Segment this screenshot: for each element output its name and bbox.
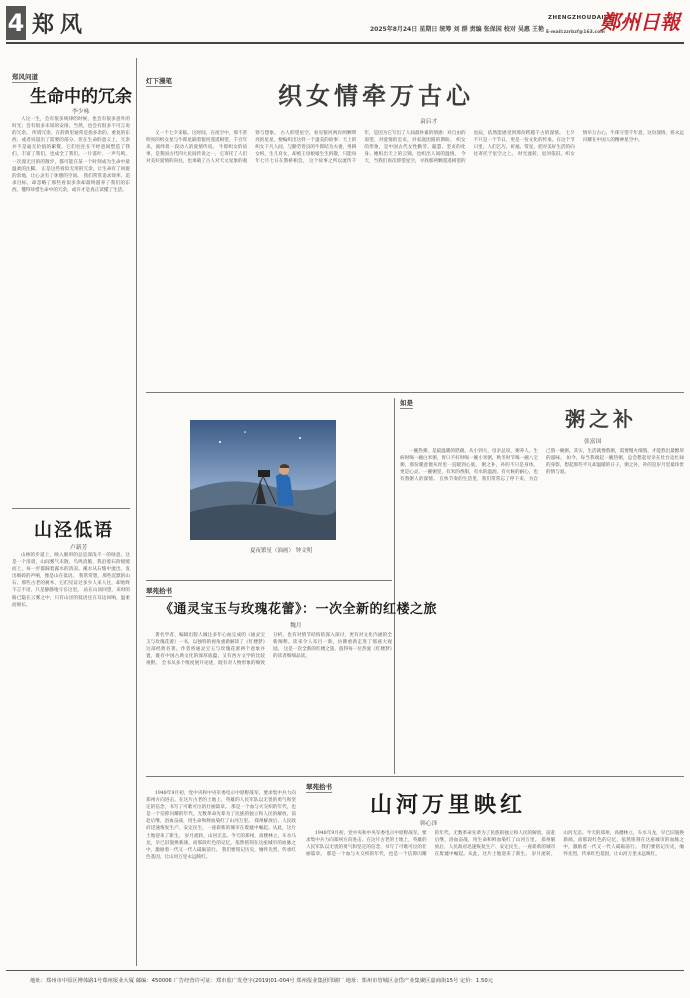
article3-author: 袁启才 [420, 119, 438, 125]
column-label-books: 翠苑拾书 [146, 587, 172, 595]
article4-title: 《通灵宝玉与玫瑰花蕾》：一次全新的红楼之旅 [160, 602, 438, 617]
date-line: 2025年8月24日 星期日 统筹 刘 群 责编 张保国 校对 吴惠 王艳 [370, 26, 545, 33]
photo-bottom-rule [146, 580, 392, 581]
page-number: 4 [6, 6, 26, 40]
article2-author: 卢新芳 [70, 545, 88, 551]
article4-author: 魏月 [290, 623, 302, 629]
paper-name-en: ZHENGZHOUDAILY [548, 15, 612, 21]
column-label-mid: 翠苑拾书 [306, 783, 332, 791]
column-label-right: 如是 [400, 399, 413, 407]
email: E-mail:zzrbzf@163.com [546, 30, 605, 35]
article4-body: 著名学者、编辑出版人倾注多年心血完成的《通灵宝玉与玫瑰花蕾》一书，以独特的视角重新解读了《红楼梦》这部经典名著。作者将通灵宝玉与玫瑰花蕾两个意象并置，既有中国古典文化的深厚底蕴，又有西方文学的比较视野。 全书从多个维度展开论述，既有对人物形象的细致分析，也有对情节结构的深入探讨，更有对文化内涵的全新阐释。读来令人耳目一新，仿佛重新走进了那座大观园。 这是一次全新的红楼之旅，值得每一位热爱《红楼梦》的读者细细品读。 [146, 633, 392, 667]
paper-logo: 鄭州日報 [600, 10, 680, 34]
section-title: 郑风 [32, 13, 89, 38]
article3-title: 织女情牵万古心 [278, 82, 474, 110]
column-label-left: 郑风问道 [12, 73, 38, 81]
article5-title: 山河万里映红 [370, 793, 527, 818]
article5-body-cont: 1948年9月初，党中央和中央军委电示中原野战军，要求集中兵力向郑州方向进击。在这片古老的土地上，英雄的人民军队以无畏的勇气和坚定的信念，书写了可歌可泣的壮丽篇章。 那是一个血与火交织的年代，也是一个信仰闪耀的年代。无数革命先辈为了民族的独立和人民的解放，前赴后继，浴血奋战，用生命和鲜血染红了山河万里。 郑州解放后，人民政府迅速恢复生产、安定民生，一座崭新的城市在废墟中崛起。从此，这片土地迎来了新生。 岁月流转，山河无恙。今天的郑州，高楼林立，车水马龙，早已旧貌换新颜。而那段红色的记忆，依然铭刻在这座城市的血脉之中，激励着一代又一代人砥砺前行。 我们要铭记历史，缅怀先烈，传承红色基因，让山河万里永远映红。 [306, 831, 684, 858]
article2-title: 山泾低语 [34, 520, 114, 541]
article6-author: 张富国 [584, 439, 602, 445]
article1-title: 生命中的冗余 [30, 87, 132, 107]
footer [0, 970, 690, 998]
article1-bottom-rule [12, 508, 130, 509]
photo-caption: 夏夜繁星（油画） 钟文明 [250, 548, 313, 554]
article5-author: 韩心泽 [420, 821, 438, 827]
article3-bottom-rule [146, 392, 684, 393]
article6-title: 粥之补 [565, 407, 637, 431]
footer-text: 地址：郑州市中原区博体路1号郑州报业大厦 邮编：450006 广告经营许可证：郑市监广发登字(2019)01-004号 郑州报业集团印刷厂 地址：郑州市管城区金岱产业集聚区嘉商街15号 定价：1.50元 [30, 978, 494, 984]
article3-body: 又一个七夕来临。这时间，在夜空中，那不甚明亮的织女星与牛郎星隔着银河遥遥相望，千百年来，演绎着一段动人的爱情传说。 牛郎织女的故事，是我国古代四大民间传说之一，它寄托了人们对美好爱情的向往，也承载了古人对天文星象的观察与想象。 古人仰望星空，看见银河两岸两颗明亮的星星，便编织出这样一个凄美的故事：天上的织女下凡人间，与勤劳善良的牛郎结为夫妻，男耕女织，生儿育女，却被王母娘娘生生拆散，只能每年七月七日在鹊桥相会。 这个故事之所以流传千年，是因为它写出了人间最朴素的情感：对自由的渴望，对爱情的忠贞，对家庭团圆的期盼。 织女的形象，是中国古代女性勤劳、聪慧、坚贞的化身。她织出天上的云锦，也织出人间的温情。 今天，当我们再次仰望星空，寻找那两颗遥遥相望的星辰，依然能感受到那份跨越千古的深情。 七夕不只是一个节日，更是一份文化的传承。在这个节日里，人们乞巧、祈福、赏星，把对美好生活的向往寄托于星空之上。 时光流转，星河依旧。织女情牵万古心，牛郎守望千年意，这份深情，将永远闪耀在中国人的精神星空中。 [146, 131, 684, 165]
painting-image [190, 420, 336, 540]
footer-rule [6, 970, 684, 971]
article5-body: 1948年9月初，党中央和中央军委电示中原野战军，要求集中兵力向郑州方向进击。在这片古老的土地上，英雄的人民军队以无畏的勇气和坚定的信念，书写了可歌可泣的壮丽篇章。 那是一个血与火交织的年代，也是一个信仰闪耀的年代。无数革命先辈为了民族的独立和人民的解放，前赴后继，浴血奋战，用生命和鲜血染红了山河万里。 郑州解放后，人民政府迅速恢复生产、安定民生，一座崭新的城市在废墟中崛起。从此，这片土地迎来了新生。 岁月流转，山河无恙。今天的郑州，高楼林立，车水马龙，早已旧貌换新颜。而那段红色的记忆，依然铭刻在这座城市的血脉之中，激励着一代又一代人砥砺前行。 我们要铭记历史，缅怀先烈，传承红色基因，让山河万里永远映红。 [146, 791, 296, 860]
article1-body: 人这一生，会有很多规律的时候，也会有很多意外的时光；会有很多未知的安排，当然，也会有很多不可言说的冗余。 所谓冗余，在辞典里通常是指多余的、重复的东西，或者说超出了需要的部分。但在生命的意义上，冗余并不是毫无价值的累赘，它们往往在不经意间塑造了我们，丰富了我们，也成全了我们。一片落叶、一声鸟鸣、一次漫无目的的散步，都可能在某一个时刻成为生命中最温柔的注脚。 正是这些看似无用的冗余，让生命有了回旋的余地，让心灵有了休憩的空间。 我们常常追求效率，追求目标，却忽略了那些看似多余却最终滋养了我们的东西。懂得珍惜生命中的冗余，或许才是真正读懂了生活。 [12, 117, 130, 193]
article6-body: 一碗热粥，是最温暖的慰藉。从小到大，母亲总说，粥养人。生病时喝一碗白米粥，胃口不好时喝一碗小米粥，秋冬时节喝一碗八宝粥，那份暖意便从胃里一直暖到心底。 粥之补，补的不只是身体，更是心灵。一碗粥里，有米的香甜，有水的温润，有火候的耐心，也有熬粥人的深情。 在快节奏的生活里，我们常常忘了停下来，为自己熬一碗粥。其实，生活就像熬粥，需要慢火细熬，才能熬出最醇厚的滋味。 如今，每当我端起一碗热粥，总会想起母亲在灶台边忙碌的身影，想起那些平凡却温暖的日子。粥之补，补的是岁月里最珍贵的情与爱。 [400, 449, 684, 483]
header-rule [6, 42, 684, 44]
middle-rule [146, 776, 684, 777]
photo-divider [394, 398, 395, 774]
article2-body: 山林的步道上，映入眼帘的总是深浅不一的绿意。这是一个清晨，山间雾气未散，鸟鸣清脆，我沿着石阶缓缓而上，每一步都踩着露水的清凉。溪水从石缝中流出，发出细碎的声响，像是山在低语。 我常常想，那些沉默的山石、那些古老的树木，它们见证过多少人来人往，却始终不言不语，只是静静地守在这里。 站在山顶回望，来时的路已隐在云雾之中，只有山泾的低语还在耳边回响，温柔而绵长。 [12, 553, 130, 608]
left-col-divider [136, 58, 137, 966]
column-label-photo: 灯下漫笔 [146, 77, 172, 85]
article1-author: 李少咏 [72, 109, 90, 115]
